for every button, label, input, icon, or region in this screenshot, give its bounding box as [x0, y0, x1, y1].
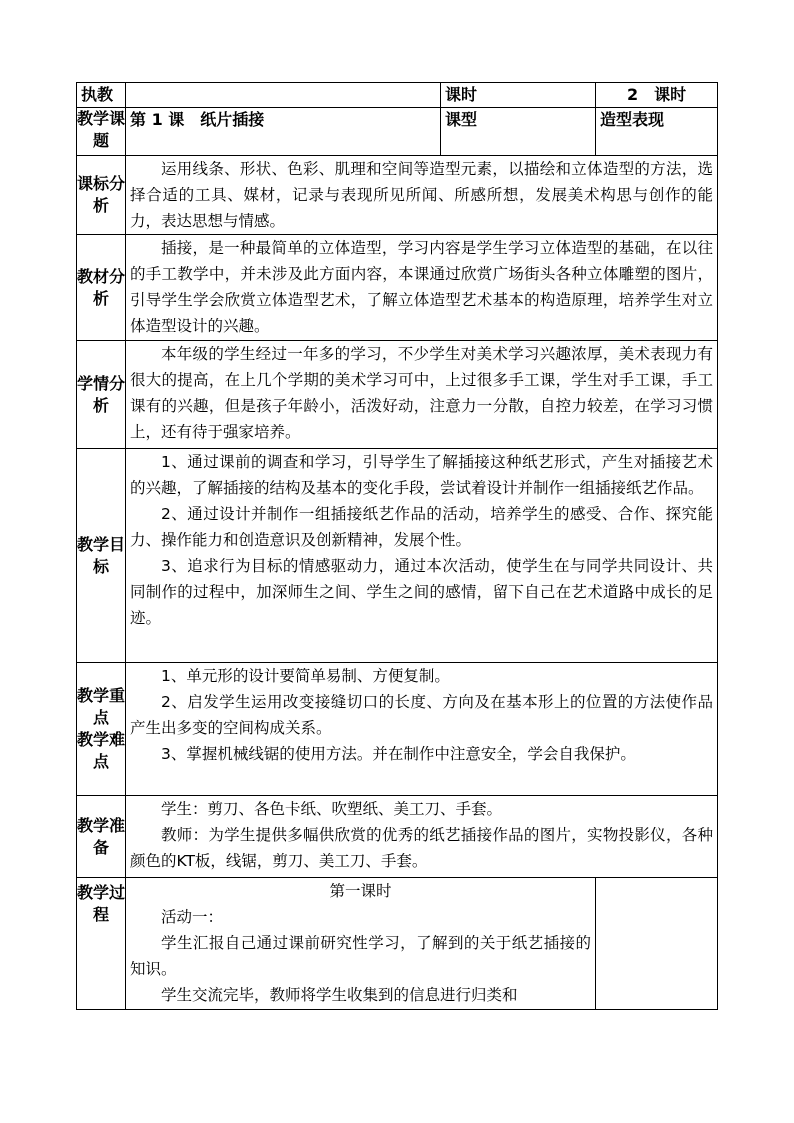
lesson-plan-table — [76, 82, 718, 1010]
hours-label: 课时 — [441, 83, 596, 108]
standard-text: 运用线条、形状、色彩、肌理和空间等造型元素，以描绘和立体造型的方法，选择合适的工具、媒材，记录与表现所见所闻、所感所想，发展美术构思与创作的能力，表达思想与情感。 — [130, 160, 714, 230]
process-notes-cell — [596, 878, 718, 1010]
hours-value: 2 课时 — [596, 83, 718, 108]
learner-row — [77, 341, 718, 449]
standard-label: 课标分析 — [77, 156, 126, 235]
goals-row — [77, 449, 718, 663]
teacher-label: 执教 — [77, 83, 126, 108]
teacher-value — [126, 83, 441, 108]
learner-label: 学情分析 — [77, 341, 126, 449]
focus-item: 1、单元形的设计要简单易制、方便复制。 — [161, 667, 450, 685]
topic-row — [77, 108, 718, 156]
material-row — [77, 235, 718, 341]
process-item: 学生汇报自己通过课前研究性学习，了解到的关于纸艺插接的知识。 — [130, 934, 592, 978]
prep-item: 教师：为学生提供多幅供欣赏的优秀的纸艺插接作品的图片，实物投影仪，各种颜色的KT板，线锯，剪刀、美工刀、手套。 — [130, 826, 714, 870]
process-item: 活动一： — [161, 908, 224, 926]
prep-item: 学生：剪刀、各色卡纸、吹塑纸、美工刀、手套。 — [161, 800, 503, 818]
type-value: 造型表现 — [596, 108, 718, 156]
teacher-row — [77, 83, 718, 108]
type-label: 课型 — [441, 108, 596, 156]
focus-item: 2、启发学生运用改变接缝切口的长度、方向及在基本形上的位置的方法使作品产生出多变的空间构成关系。 — [130, 693, 714, 737]
focus-item: 3、掌握机械线锯的使用方法。并在制作中注意安全，学会自我保护。 — [161, 745, 636, 763]
material-text: 插接，是一种最简单的立体造型，学习内容是学生学习立体造型的基础，在以往的手工教学中，并未涉及此方面内容，本课通过欣赏广场街头各种立体雕塑的图片，引导学生学会欣赏立体造型艺术，了解立体造型艺术基本的构造原理，培养学生对立体造型设计的兴趣。 — [130, 239, 714, 335]
goals-item: 2、通过设计并制作一组插接纸艺作品的活动，培养学生的感受、合作、探究能力、操作能力和创造意识及创新精神，发展个性。 — [130, 505, 714, 549]
process-row — [77, 878, 718, 1010]
focus-row — [77, 663, 718, 796]
process-item: 学生交流完毕，教师将学生收集到的信息进行归类和 — [161, 986, 518, 1004]
goals-label: 教学目标 — [77, 449, 126, 663]
focus-label: 教学重点 — [77, 686, 126, 727]
topic-value: 第 1 课 纸片插接 — [126, 108, 441, 156]
period-title: 第一课时 — [329, 882, 392, 900]
topic-label: 教学课题 — [77, 108, 126, 156]
process-label: 教学过程 — [77, 878, 126, 1010]
learner-text: 本年级的学生经过一年多的学习，不少学生对美术学习兴趣浓厚，美术表现力有很大的提高，在上几个学期的美术学习可中，上过很多手工课，学生对手工课，手工课有的兴趣，但是孩子年龄小，活泼好动，注意力一分散，自控力较差，在学习习惯上，还有待于强家培养。 — [130, 345, 714, 441]
goals-item: 3、追求行为目标的情感驱动力，通过本次活动，使学生在与同学共同设计、共同制作的过程中，加深师生之间、学生之间的感情，留下自己在艺术道路中成长的足迹。 — [130, 557, 714, 627]
goals-item: 1、通过课前的调查和学习，引导学生了解插接这种纸艺形式，产生对插接艺术的兴趣，了解插接的结构及基本的变化手段，尝试着设计并制作一组插接纸艺作品。 — [130, 453, 714, 497]
prep-label: 教学准备 — [77, 796, 126, 878]
standard-row — [77, 156, 718, 235]
material-label: 教材分析 — [77, 235, 126, 341]
difficulty-label: 教学难点 — [77, 730, 126, 771]
prep-row — [77, 796, 718, 878]
